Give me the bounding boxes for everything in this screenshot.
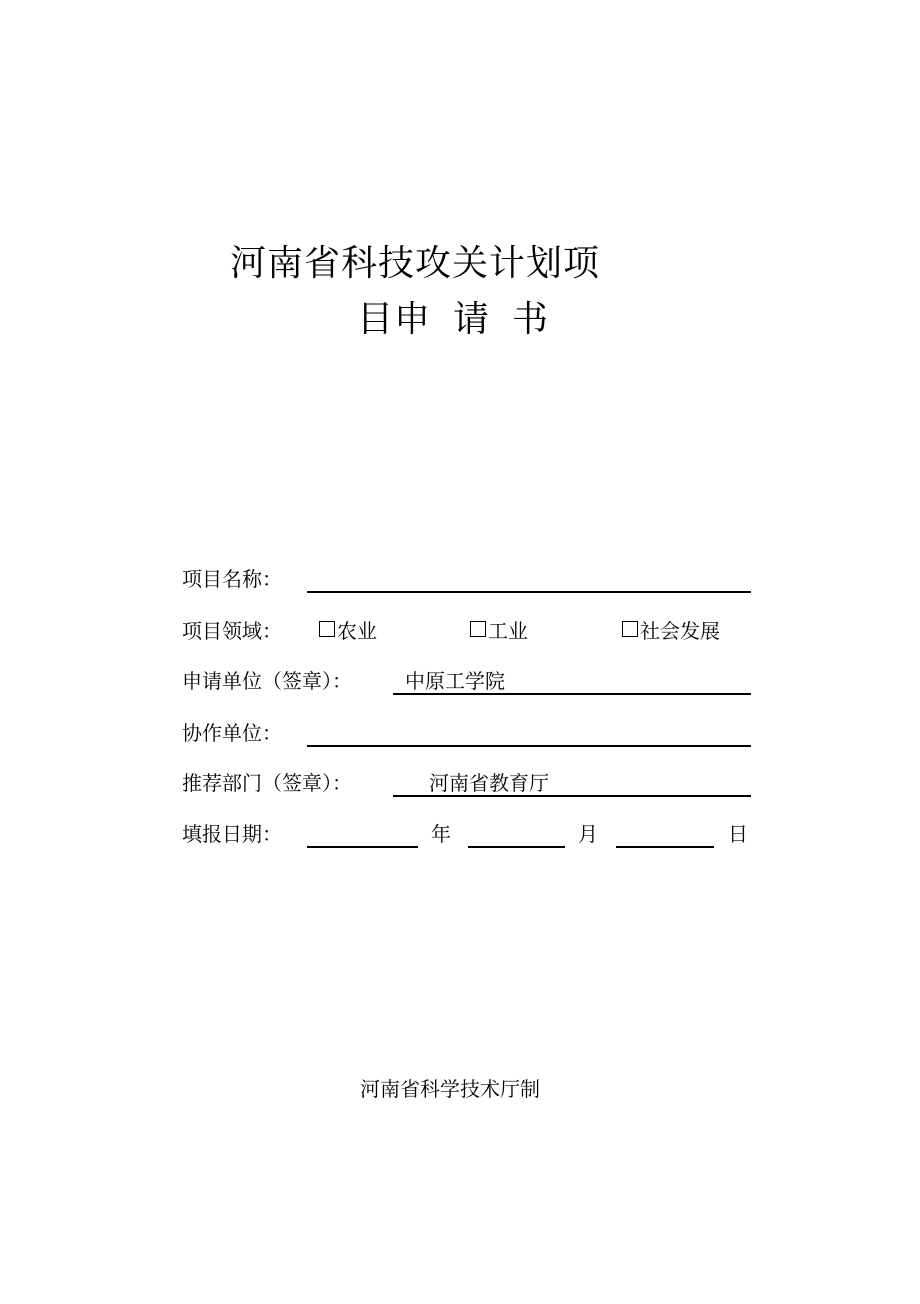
checkbox-icon (319, 621, 335, 637)
date-day-unit: 日 (728, 822, 748, 846)
project-name-label: 项目名称： (182, 567, 282, 591)
document-title-line-1: 河南省科技攻关计划项 (230, 243, 601, 284)
title-part-1: 目申 (357, 299, 432, 340)
date-year-unit: 年 (431, 822, 451, 846)
field-option-social-development-label: 社会发展 (640, 619, 720, 643)
date-year-field[interactable] (307, 822, 418, 848)
recommender-field[interactable] (393, 771, 751, 797)
date-day-field[interactable] (616, 822, 714, 848)
field-option-agriculture-label: 农业 (337, 619, 377, 643)
field-option-social-development[interactable] (622, 619, 720, 643)
cooperator-field[interactable] (307, 721, 751, 747)
date-label: 填报日期： (182, 822, 282, 846)
field-option-agriculture[interactable] (319, 619, 377, 643)
checkbox-icon (470, 621, 486, 637)
title-part-2: 请 (453, 299, 491, 340)
applicant-value: 中原工学院 (405, 669, 505, 693)
applicant-field[interactable] (393, 669, 751, 695)
applicant-label: 申请单位（签章）： (182, 669, 352, 693)
project-field-label: 项目领域： (182, 619, 282, 643)
field-option-industry-label: 工业 (488, 619, 528, 643)
project-name-field[interactable] (307, 567, 751, 593)
recommender-value: 河南省教育厅 (429, 771, 549, 795)
issuer-footer: 河南省科学技术厅制 (360, 1077, 540, 1101)
date-month-unit: 月 (578, 822, 598, 846)
field-option-industry[interactable] (470, 619, 528, 643)
checkbox-icon (622, 621, 638, 637)
recommender-label: 推荐部门（签章）： (182, 771, 352, 795)
date-month-field[interactable] (468, 822, 565, 848)
document-title-line-2 (357, 300, 549, 340)
title-part-3: 书 (512, 299, 550, 340)
cooperator-label: 协作单位： (182, 721, 282, 745)
